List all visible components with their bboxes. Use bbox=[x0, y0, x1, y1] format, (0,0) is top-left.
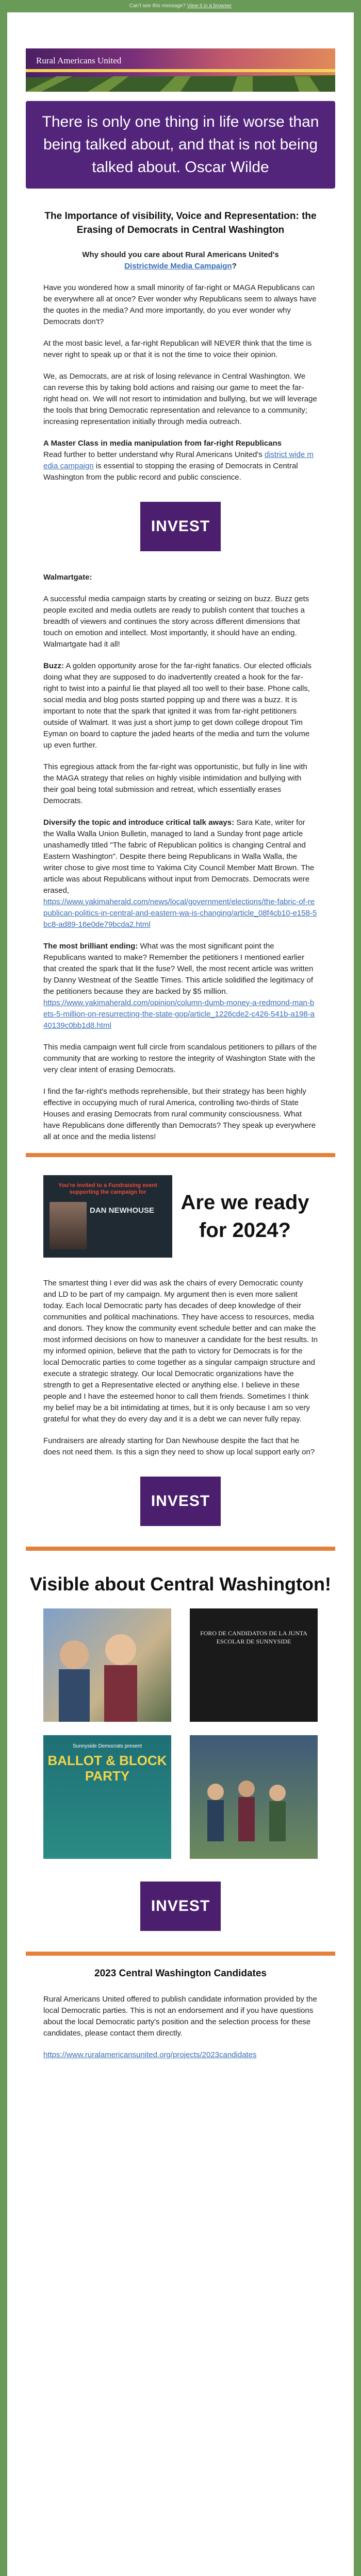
walmartgate-paragraph-1: A successful media campaign starts by creating or seizing on buzz. Buzz gets people excited and media outlets are ready to publish content that touches a breadth of viewers and continues the story across different dimensions that touch on emotion and intellect. Most importantly, it should have an ending. Walmartgate had it all! bbox=[43, 595, 309, 649]
ready-heading: Are we ready for 2024? bbox=[180, 1191, 309, 1242]
main-heading: The Importance of visibility, Voice and Representation: the Erasing of Democrats in Central Washington bbox=[44, 211, 317, 235]
buzz-paragraph bbox=[43, 660, 318, 751]
flyer-candidate-name: DAN NEWHOUSE bbox=[90, 1206, 155, 1215]
photo-grid bbox=[43, 1608, 318, 1859]
ready-header-row bbox=[43, 1173, 318, 1260]
candidates-section bbox=[43, 1994, 318, 2061]
block-party-presenter: Sunnyside Democrats present bbox=[73, 1743, 142, 1749]
masterclass-title: A Master Class in media manipulation from far-right Republicans bbox=[43, 439, 282, 448]
invest-button-3[interactable]: INVEST bbox=[140, 1882, 221, 1931]
section-divider-3 bbox=[26, 1952, 335, 1956]
ballot-block-party-flyer bbox=[43, 1735, 171, 1859]
invest-block-2 bbox=[7, 1477, 354, 1526]
yakima-herald-link-2[interactable]: https://www.yakimaherald.com/opinion/column-dumb-money-a-redmond-man-bets-5-million-on-resurrecting-the-state-gop/article_1226cde2-c426-541b-a198-a40139c0bb1d8.html bbox=[43, 998, 315, 1030]
walmartgate-section bbox=[43, 572, 318, 1143]
field-rows-graphic bbox=[26, 72, 335, 92]
intro-question-text: Why should you care about Rural Americans United's bbox=[82, 250, 279, 259]
invest-block-1 bbox=[7, 502, 354, 551]
event-photo-1 bbox=[43, 1608, 171, 1722]
intro-paragraph-3: We, as Democrats, are at risk of losing relevance in Central Washington. We can reverse this by taking bold actions and raising our game to meet the far-right head on. We will not resort to intimidation and bullying, but we will leverage the tools that bring Democratic representation and relevance to a community; increasing representation initially through media outreach. bbox=[43, 372, 317, 426]
candidates-heading: 2023 Central Washington Candidates bbox=[94, 1968, 267, 1979]
visible-heading: Visible about Central Washington! bbox=[29, 1573, 332, 1595]
intro-question bbox=[43, 249, 318, 272]
email-wrapper bbox=[7, 12, 354, 2576]
intro-question-mark: ? bbox=[232, 262, 237, 270]
section-divider-2 bbox=[26, 1547, 335, 1551]
event-photo-2 bbox=[190, 1735, 318, 1859]
org-name: Rural Americans United bbox=[36, 56, 122, 65]
ready-paragraph-2: Fundraisers are already starting for Dan Newhouse despite the fact that he does not need them. Is this a sign they need to show up local support early on? bbox=[43, 1436, 315, 1456]
diversify-text: Sara Kate, writer for the Walla Walla Union Bulletin, managed to land a Sunday front page article unashamedly titled "The fabric of Republican politics is changing Central and Eastern Washington". Despite there being Republicans in Walla Walla, the writer chose to give most time to Yakima City Council Member Matt Brown. The article was about Republicans without input from Democrats. Democrats were erased, bbox=[43, 818, 315, 895]
quote-box bbox=[26, 101, 335, 189]
header-banner bbox=[26, 48, 335, 92]
media-campaign-link[interactable]: district wide media campaign bbox=[43, 450, 314, 470]
candidate-photo bbox=[50, 1202, 87, 1249]
walmartgate-paragraph-7: I find the far-right's methods reprehensible, but their strategy has been highly effective in occupying much of rural America, controlling two-thirds of State Houses and erasing Democrats from rural community consciousness. What have Republicans done differently than Democrats? They speak up everywhere all at once and the media listens! bbox=[43, 1087, 316, 1141]
block-party-title: BALLOT & BLOCK PARTY bbox=[47, 1753, 167, 1784]
invest-button-2[interactable]: INVEST bbox=[140, 1477, 221, 1526]
candidates-link[interactable]: https://www.ruralamericansunited.org/projects/2023candidates bbox=[43, 2050, 257, 2059]
candidates-paragraph: Rural Americans United offered to publish candidate information provided by the local Democratic parties. This is not an endorsement and if you have questions about the local Democratic party's position and the selection process for these candidates, please contact them directly. bbox=[43, 1995, 317, 2038]
masterclass-pre: Read further to better understand why Rural Americans United's bbox=[43, 450, 262, 459]
walmartgate-paragraph-6: This media campaign went full circle from scandalous petitioners to pillars of the community that are working to restore the integrity of Washington State with the very clear intent of erasing Democrats. bbox=[43, 1043, 317, 1074]
intro-paragraph-2: At the most basic level, a far-right Republican will NEVER think that the time is never right to speak up or that it is not the time to voice their opinion. bbox=[43, 339, 312, 359]
intro-paragraph-1: Have you wondered how a small minority of far-right or MAGA Republicans can be everywhere all at once? Ever wonder why Republicans seem to always have the quotes in the media? And more importantly, do you ever wonder why Democrats don't? bbox=[43, 283, 317, 326]
invest-button-1[interactable]: INVEST bbox=[140, 502, 221, 551]
walmartgate-paragraph-3: This egregious attack from the far-right was opportunistic, but fully in line with the MAGA strategy that relies on highly visible intimidation and bullying with their goal being total submission and retreat, which essentially erases Democrats. bbox=[43, 762, 307, 805]
section-divider-1 bbox=[26, 1153, 335, 1157]
brilliant-paragraph bbox=[43, 941, 318, 1031]
crowd-photo-graphic bbox=[43, 1608, 157, 1722]
masterclass-paragraph bbox=[43, 438, 318, 483]
top-notice-text: Can't see this message? bbox=[129, 3, 186, 9]
group-photo-graphic bbox=[190, 1735, 303, 1859]
districtwide-campaign-link[interactable]: Districtwide Media Campaign bbox=[124, 262, 232, 270]
diversify-paragraph bbox=[43, 817, 318, 930]
candidate-forum-flyer bbox=[190, 1608, 318, 1722]
buzz-text: A golden opportunity arose for the far-right fanatics. Our elected officials doing what they are supposed to do inadvertently created a hook for the far-right to twist into a painful lie that played all too well to their base. Phone calls, social media and blog posts started popping up and there was a buzz. It is important to note that the spark that ignited it was from far-right petitioners outside of Walmart. It was just a short jump to get down college dropout Tim Eyman on board to capture the jaded hearts of the media and turn the volume up even further. bbox=[43, 662, 311, 750]
ready-section bbox=[43, 1278, 318, 1458]
invest-block-3 bbox=[7, 1882, 354, 1931]
masterclass-post: is essential to stopping the erasing of Democrats in Central Washington from the public record and public conscience. bbox=[43, 462, 298, 482]
buzz-label: Buzz: bbox=[43, 662, 64, 670]
flyer-invite-text: You're invited to a Fundraising event supporting the campaign for bbox=[58, 1182, 157, 1195]
ready-paragraph-1: The smartest thing I ever did was ask the chairs of every Democratic county and LD to be part of my campaign. My argument then is even more salient today. Each local Democratic party has decades of deep knowledge of their communities and political machinations. They have access to resources, media and donors. They know the community event schedule better and can make the most informed decisions on how to maneuver a candidate for the best results. In my informed opinion, believe that the path to victory for Democrats is for the local Democratic parties to come together as a singular campaign structure and execute a strategic strategy. Our local Democratic organizations have the strength to get a Representative elected or anything else. I believe in these people and I have the esteemed honor to call them friends. Sometimes I think my belief may be a bit intimidating at times, but it is only because I am so very grateful for what they do every day and it is a debt we can never fully repay. bbox=[43, 1279, 318, 1423]
yakima-herald-link-1[interactable]: https://www.yakimaherald.com/news/local/government/elections/the-fabric-of-republican-politics-in-central-and-eastern-wa-is-changing/article_08f4cb10-e158-5bc8-ad89-16e0de79bcda2.html bbox=[43, 897, 317, 929]
walmartgate-heading: Walmartgate: bbox=[43, 573, 92, 582]
view-in-browser-link[interactable]: View it in a browser bbox=[187, 3, 232, 9]
quote-text: There is only one thing in life worse than being talked about, and that is not being talked about. Oscar Wilde bbox=[42, 113, 319, 176]
intro-section bbox=[43, 249, 318, 483]
brilliant-label: The most brilliant ending: bbox=[43, 942, 138, 951]
forum-flyer-text: FORO DE CANDIDATOS DE LA JUNTA ESCOLAR DE SUNNYSIDE bbox=[200, 1630, 307, 1645]
fundraiser-flyer-image bbox=[43, 1175, 172, 1258]
top-notice bbox=[0, 0, 361, 12]
diversify-label: Diversify the topic and introduce critical talk aways: bbox=[43, 818, 235, 827]
brilliant-text: What was the most significant point the Republicans wanted to make? Remember the petitioners I mentioned earlier that created the spark that lit the fuse? Well, the most recent article was written by Danny Westneat of the Seattle Times. This article solidified the legitimacy of the petitioners because they are backed by $5 million. bbox=[43, 942, 314, 996]
email-card bbox=[7, 12, 354, 2576]
